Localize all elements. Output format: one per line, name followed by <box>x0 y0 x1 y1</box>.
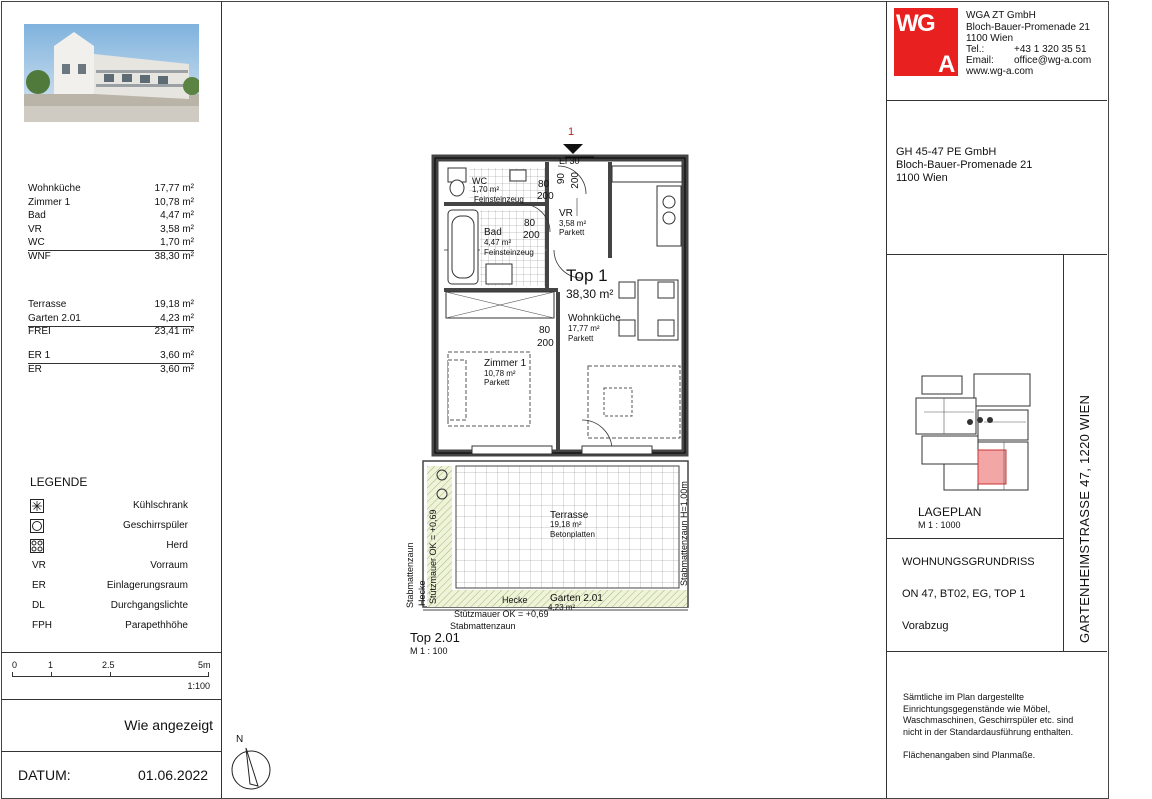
unit-title: Top 1 <box>566 266 608 285</box>
area-value: 4,47 m² <box>160 210 194 221</box>
disclaimer-line: Flächenangaben sind Planmaße. <box>903 749 1036 760</box>
area-name: WNF <box>28 250 51 262</box>
room-vr-area: 3,58 m² <box>559 219 587 228</box>
room-vr-floor: Parkett <box>559 228 585 237</box>
area-value: 17,77 m² <box>154 183 194 194</box>
floor-plan <box>222 120 886 660</box>
door-zimmer-width: 80 <box>539 325 551 336</box>
door-zimmer-height: 200 <box>537 338 554 349</box>
legend-abbr: ER <box>32 580 46 591</box>
scale-divider-top <box>1 652 221 653</box>
area-name: Garten 2.01 <box>28 312 81 324</box>
building-rendering <box>24 24 199 122</box>
address-vertical: GARTENHEIMSTRASSE 47, 1220 WIEN <box>1077 394 1092 643</box>
legend-abbr: VR <box>32 560 46 571</box>
door-bad-height: 200 <box>523 230 540 241</box>
disclaimer <box>903 692 1073 761</box>
area-living-row <box>28 210 194 223</box>
scale-bar <box>12 660 212 694</box>
area-storage-row <box>28 350 194 364</box>
wall-left-label: Stützmauer OK = +0,69 <box>428 509 438 604</box>
disclaimer-line: Einrichtungsgegenstände wie Möbel, <box>903 703 1051 714</box>
dishwasher-icon <box>30 519 44 533</box>
area-value: 3,60 m² <box>160 363 194 375</box>
right-divider-2 <box>886 254 1107 255</box>
area-living-row <box>28 183 194 196</box>
disclaimer-line <box>903 738 1073 750</box>
legend-label: Einlagerungsraum <box>106 580 188 591</box>
client-street: Bloch-Bauer-Promenade 21 <box>896 159 1033 171</box>
room-bad-floor: Feinsteinzeug <box>484 248 534 257</box>
scale-tick-2-5: 2.5 <box>102 660 115 670</box>
date-label: DATUM: <box>18 767 71 783</box>
address-column-divider <box>1063 254 1064 651</box>
room-wc-floor: Feinsteinzeug <box>474 195 524 204</box>
architect-name: WGA ZT GmbH <box>966 10 1036 21</box>
area-name: Terrasse <box>28 299 67 310</box>
area-name: ER <box>28 363 42 375</box>
door-bad-width: 80 <box>524 218 536 229</box>
plan-scale: M 1 : 100 <box>410 646 448 656</box>
room-wohnkueche-area: 17,77 m² <box>568 324 600 333</box>
door-entry-width: 90 <box>556 173 567 185</box>
room-terrasse-name: Terrasse <box>550 510 589 521</box>
area-living-row <box>28 197 194 210</box>
lageplan-title: LAGEPLAN <box>918 505 982 519</box>
architect-tel-label: Tel.: <box>966 44 985 55</box>
legend-title: LEGENDE <box>30 475 88 489</box>
area-value: 38,30 m² <box>154 250 194 262</box>
plan-title: Top 2.01 <box>410 630 460 645</box>
room-wohnkueche-floor: Parkett <box>568 334 594 343</box>
scale-note: Wie angezeigt <box>124 717 213 733</box>
site-plan-thumbnail <box>914 372 1034 492</box>
plan-type: WOHNUNGSGRUNDRISS <box>902 556 1035 568</box>
area-name: WC <box>28 237 45 248</box>
room-zimmer-area: 10,78 m² <box>484 369 516 378</box>
area-outdoor-row <box>28 313 194 327</box>
room-terrasse-area: 19,18 m² <box>550 520 582 529</box>
area-name: Zimmer 1 <box>28 196 71 208</box>
area-storage-row <box>28 364 194 377</box>
date-value: 01.06.2022 <box>138 767 209 783</box>
disclaimer-line: Waschmaschinen, Geschirrspüler etc. sind <box>903 715 1074 725</box>
section-mark: 1 <box>568 126 575 138</box>
date-divider <box>1 751 221 752</box>
legend-row <box>28 519 188 535</box>
scale-tick-0: 0 <box>12 660 18 670</box>
room-garten-name: Garten 2.01 <box>550 593 603 604</box>
scale-tick-1: 1 <box>48 660 54 670</box>
legend-abbr: FPH <box>32 620 52 631</box>
lageplan-scale: M 1 : 1000 <box>918 520 961 530</box>
area-name: Wohnküche <box>28 183 81 194</box>
wall-bottom-label: Stützmauer OK = +0,69 <box>454 609 549 619</box>
area-living-row <box>28 251 194 264</box>
architect-street: Bloch-Bauer-Promenade 21 <box>966 22 1090 33</box>
area-name: ER 1 <box>28 350 51 361</box>
legend-label: Herd <box>166 540 188 551</box>
disclaimer-line: Sämtliche im Plan dargestellte <box>903 692 1025 702</box>
room-wc-area: 1,70 m² <box>472 185 500 194</box>
legend-row <box>28 499 188 515</box>
room-garten-area: 4,23 m² <box>548 603 576 612</box>
wga-logo <box>894 8 958 76</box>
right-divider-3 <box>886 538 1063 539</box>
room-wc-name: WC <box>472 176 487 186</box>
legend-label: Kühlschrank <box>132 500 188 511</box>
area-outdoor-row <box>28 299 194 312</box>
area-value: 10,78 m² <box>154 196 194 208</box>
client-city: 1100 Wien <box>896 172 948 184</box>
disclaimer-line: nicht in der Standardausführung enthalten. <box>903 726 1074 737</box>
logo-letter-w: W <box>896 10 919 37</box>
architect-city: 1100 Wien <box>966 33 1014 44</box>
north-compass <box>228 734 276 790</box>
room-zimmer-floor: Parkett <box>484 378 510 387</box>
area-value: 19,18 m² <box>154 299 194 310</box>
scale-ratio: 1:100 <box>187 681 210 691</box>
fence-bottom-label: Stabmattenzaun <box>450 621 516 631</box>
architect-web: www.wg-a.com <box>966 66 1034 77</box>
door-wc-height: 200 <box>537 191 554 202</box>
architect-tel: +43 1 320 35 51 <box>1014 44 1087 55</box>
unit-area: 38,30 m² <box>566 287 614 301</box>
legend-row <box>28 619 188 635</box>
area-value: 23,41 m² <box>154 326 194 337</box>
room-terrasse-floor: Betonplatten <box>550 530 595 539</box>
room-zimmer-name: Zimmer 1 <box>484 358 527 369</box>
area-name: VR <box>28 223 42 235</box>
legend-abbr: DL <box>32 600 45 611</box>
plan-id: ON 47, BT02, EG, TOP 1 <box>902 588 1026 600</box>
area-value: 3,60 m² <box>160 350 194 361</box>
legend-row <box>28 539 188 555</box>
room-bad-name: Bad <box>484 227 502 238</box>
area-value: 4,23 m² <box>160 312 194 324</box>
room-bad-area: 4,47 m² <box>484 238 512 247</box>
legend-label: Durchgangslichte <box>110 600 188 611</box>
legend-row <box>28 559 188 575</box>
logo-letter-a: A <box>938 51 956 78</box>
right-divider-4 <box>886 651 1107 652</box>
logo-letter-g: G <box>917 10 936 37</box>
area-outdoor-row <box>28 326 194 339</box>
el-label: El 30 <box>559 156 580 166</box>
scale-divider-mid <box>1 699 221 700</box>
area-living-row <box>28 237 194 251</box>
room-vr-name: VR <box>559 208 573 219</box>
right-divider-1 <box>886 100 1107 101</box>
legend-label: Geschirrspüler <box>122 520 188 531</box>
legend-label: Parapethhöhe <box>125 620 188 631</box>
legend-row <box>28 579 188 595</box>
fence-left-label: Stabmattenzaun <box>405 542 415 608</box>
client-name: GH 45-47 PE GmbH <box>896 146 997 158</box>
north-label: N <box>236 734 244 745</box>
area-value: 1,70 m² <box>160 237 194 248</box>
room-wohnkueche-name: Wohnküche <box>568 313 621 324</box>
area-value: 3,58 m² <box>160 223 194 235</box>
legend-label: Vorraum <box>150 560 188 571</box>
area-name: FREI <box>28 326 51 337</box>
hedge-label: Hecke <box>502 595 528 605</box>
architect-email: office@wg-a.com <box>1014 55 1092 66</box>
legend-row <box>28 599 188 615</box>
scale-tick-5m: 5m <box>198 660 211 670</box>
area-living-row <box>28 224 194 237</box>
fence-right-label: Stabmattenzaun H=1,00m <box>679 481 689 586</box>
door-entry-height: 200 <box>570 172 581 189</box>
architect-email-label: Email: <box>966 55 994 66</box>
fridge-icon <box>30 499 44 513</box>
hedge-left-label: Hecke <box>417 580 427 606</box>
stove-icon <box>30 539 44 553</box>
right-panel-divider <box>886 1 887 798</box>
plan-status: Vorabzug <box>902 620 949 632</box>
door-wc-width: 80 <box>538 179 550 190</box>
area-name: Bad <box>28 210 46 221</box>
